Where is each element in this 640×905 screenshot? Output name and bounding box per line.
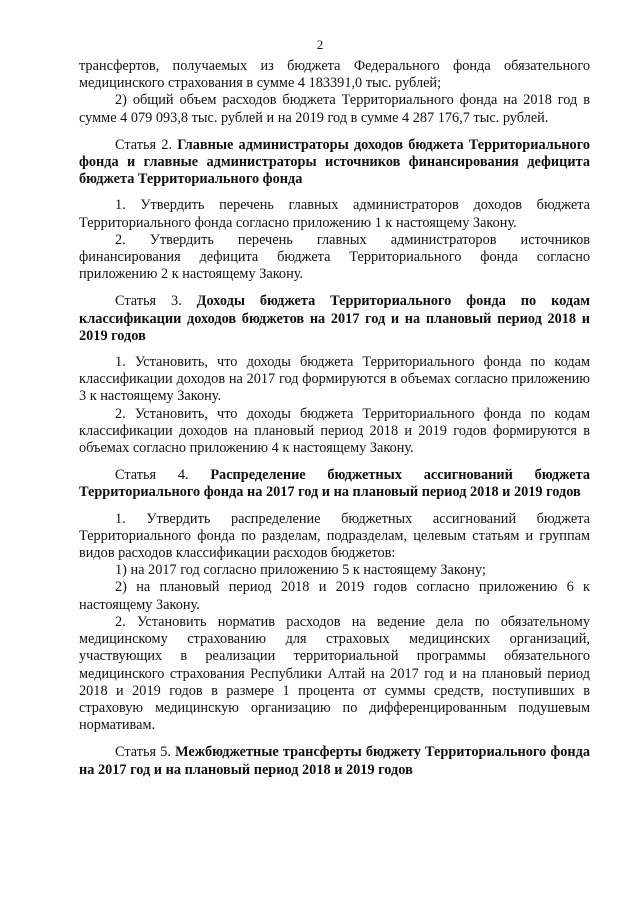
page-number: 2: [316, 37, 324, 52]
paragraph: 1. Утвердить перечень главных администраторов доходов бюджета Территориального фонда согласно приложению 1 к настоящему Закону.: [79, 197, 590, 231]
article-label: Статья 2.: [115, 136, 173, 153]
paragraph: 2. Установить норматив расходов на ведение дела по обязательному медицинскому страхованию для страховых медицинских организаций, участвующих в реализации территориальной программы обязательного медицинского страхования Республики Алтай на 2017 год и на плановый период 2018 и 2019 годов в размере 1 процента от суммы средств, поступивших в страховую медицинскую организацию по дифференцированным подушевым нормативам.: [79, 613, 590, 734]
article-label: Статья 5.: [115, 744, 171, 761]
paragraph: 1. Утвердить распределение бюджетных ассигнований бюджета Территориального фонда по разделам, подразделам, целевым статьям и группам видов расходов классификации расходов бюджетов:: [79, 510, 590, 562]
article-heading: [79, 137, 590, 189]
article-title: Главные администраторы доходов бюджета Территориального фонда и главные администраторы источников финансирования дефицита бюджета Территориального фонда: [79, 136, 590, 188]
article-heading: [79, 744, 590, 778]
paragraph: 1. Установить, что доходы бюджета Территориального фонда по кодам классификации доходов на 2017 год формируются в объемах согласно приложению 3 к настоящему Закону.: [79, 354, 590, 405]
article-label: Статья 4.: [115, 467, 189, 484]
article-heading: [79, 293, 590, 345]
article-title: Межбюджетные трансферты бюджету Территориального фонда на 2017 год и на плановый период 2018 и 2019 годов: [79, 744, 591, 778]
paragraph: трансфертов, получаемых из бюджета Федерального фонда обязательного медицинского страхования в сумме 4 183391,0 тыс. рублей;: [79, 58, 590, 92]
list-item: 2) на плановый период 2018 и 2019 годов согласно приложению 6 к настоящему Закону.: [79, 579, 590, 613]
document-body: [79, 58, 590, 779]
article-heading: [79, 467, 590, 501]
article-title: Доходы бюджета Территориального фонда по кодам классификации доходов бюджетов на 2017 год и на плановый период 2018 и 2019 годов: [79, 293, 590, 344]
article-label: Статья 3.: [115, 293, 182, 310]
paragraph: 2) общий объем расходов бюджета Территориального фонда на 2018 год в сумме 4 079 093,8 тыс. рублей и на 2019 год в сумме 4 287 176,7 тыс. рублей.: [79, 92, 590, 126]
list-item: 1) на 2017 год согласно приложению 5 к настоящему Закону;: [115, 562, 486, 579]
paragraph: 2. Установить, что доходы бюджета Территориального фонда по кодам классификации доходов на плановый период 2018 и 2019 годов формируются в объемах согласно приложению 4 к настоящему Закону.: [79, 405, 590, 457]
paragraph: 2. Утвердить перечень главных администраторов источников финансирования дефицита бюджета Территориального фонда согласно приложению 2 к настоящему Закону.: [79, 231, 590, 283]
article-title: Распределение бюджетных ассигнований бюджета Территориального фонда на 2017 год и на плановый период 2018 и 2019 годов: [79, 467, 591, 501]
